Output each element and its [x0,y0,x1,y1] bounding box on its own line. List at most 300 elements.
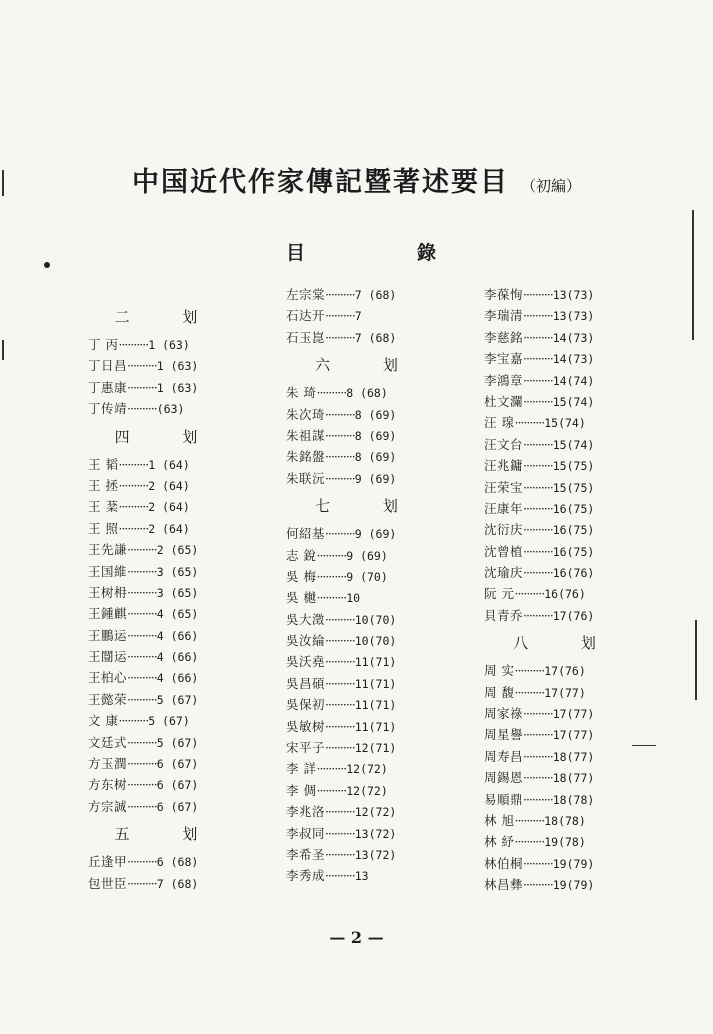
entry-page-ref: 2 (64) [148,521,190,536]
index-column-3 [484,284,649,896]
entry-author-name: 李瑞清 [484,308,524,324]
index-entry [286,844,451,865]
entry-author-name: 丘逢甲 [88,854,128,870]
entry-author-name: 汪荣宝 [484,479,524,495]
index-entry [484,831,649,852]
entry-page-ref: 12(71) [354,741,397,756]
leader-dots: ·········· [325,449,355,465]
leader-dots: ·········· [127,584,157,600]
index-entry [286,801,451,822]
leader-dots: ·········· [316,761,347,777]
entry-page-ref: 7 (68) [354,330,397,345]
leader-dots: ·········· [325,825,355,841]
entry-author-name: 朱 琦 [286,385,317,401]
entry-author-name: 王柏心 [88,670,128,686]
leader-dots: ·········· [127,606,157,622]
scan-edge-mark [695,620,697,700]
leader-dots: ·········· [118,713,149,729]
entry-author-name: 吳昌碩 [286,675,326,691]
leader-dots: ·········· [316,590,347,606]
index-entry [286,758,451,779]
index-entry [484,305,649,326]
entry-page-ref: 13(73) [552,288,595,302]
index-entry [286,468,451,489]
leader-dots: ·········· [127,563,157,579]
index-entry [484,284,649,305]
entry-author-name: 吳 梅 [286,568,317,584]
leader-dots: ·········· [523,770,553,786]
entry-author-name: 王闓运 [88,649,128,665]
entry-page-ref: 12(72) [354,805,397,820]
leader-dots: ·········· [118,499,149,515]
leader-dots: ·········· [514,415,545,431]
leader-dots: ·········· [127,379,157,395]
entry-author-name: 吳保初 [286,697,326,713]
leader-dots: ·········· [127,756,157,772]
entry-page-ref: 9 (69) [346,548,388,563]
index-entry [88,475,248,496]
leader-dots: ·········· [523,287,553,302]
entry-author-name: 沈衍庆 [484,522,524,538]
index-entry [484,370,649,391]
index-entry [286,545,451,566]
entry-author-name: 宋平子 [286,740,326,756]
leader-dots: ·········· [514,586,545,602]
entry-page-ref: 6 (67) [156,757,199,772]
index-entry [88,355,248,376]
scan-edge-mark [2,340,4,360]
index-entry [484,391,649,412]
stroke-count-heading: 八 划 [513,634,620,653]
index-entry [286,673,451,694]
entry-author-name: 王 韬 [88,456,119,472]
index-entry [88,496,248,517]
entry-page-ref: 7 (68) [354,288,397,302]
entry-page-ref: 5 (67) [148,714,190,729]
index-entry [484,583,649,604]
entry-page-ref: 10 [346,591,361,606]
entry-author-name: 方东树 [88,777,128,793]
entry-page-ref: 17(77) [552,707,595,722]
index-entry [88,454,248,475]
leader-dots: ·········· [325,697,355,713]
entry-author-name: 石达开 [286,308,326,324]
leader-dots: ·········· [127,875,157,891]
leader-dots: ·········· [127,401,157,417]
index-entry [484,682,649,703]
entry-page-ref: 14(73) [552,352,595,367]
entry-page-ref: 3 (65) [156,585,199,600]
entry-author-name: 阮 元 [484,586,515,602]
entry-author-name: 李兆洛 [286,804,326,820]
leader-dots: ·········· [325,846,355,862]
entry-page-ref: 18(77) [552,749,595,764]
entry-page-ref: 16(76) [552,566,595,581]
entry-page-ref: 2 (64) [148,478,190,493]
index-entry [286,587,451,608]
entry-page-ref: 16(75) [552,523,595,538]
entry-author-name: 林昌彝 [484,877,524,893]
entry-page-ref: 19(79) [552,856,595,871]
leader-dots: ·········· [523,565,553,581]
stroke-count-heading: 六 划 [315,356,422,375]
entry-page-ref: 8 (68) [346,386,388,401]
entry-page-ref: (63) [156,402,185,417]
entry-author-name: 方宗誠 [88,798,128,814]
index-entry [88,582,248,603]
entry-page-ref: 2 (65) [156,543,199,558]
index-entry [484,724,649,745]
entry-author-name: 方玉潤 [88,756,128,772]
entry-page-ref: 18(78) [544,813,586,828]
leader-dots: ·········· [523,791,553,807]
index-entry [286,327,451,348]
entry-page-ref: 12(72) [346,783,388,798]
entry-page-ref: 14(74) [552,373,595,388]
leader-dots: ·········· [325,287,355,302]
leader-dots: ·········· [316,782,347,798]
stroke-count-heading: 七 划 [315,497,422,516]
leader-dots: ·········· [316,385,347,401]
entry-page-ref: 17(76) [544,664,586,679]
entry-author-name: 王国維 [88,563,128,579]
index-entry [88,539,248,560]
entry-author-name: 王鍾麒 [88,606,128,622]
leader-dots: ·········· [523,500,553,516]
entry-page-ref: 15(74) [544,416,586,431]
entry-author-name: 周星譽 [484,727,524,743]
entry-page-ref: 11(71) [354,719,397,734]
index-entry [88,851,248,872]
entry-author-name: 丁 丙 [88,337,119,352]
entry-author-name: 李希圣 [286,846,326,862]
leader-dots: ·········· [316,547,347,563]
index-entry [286,823,451,844]
entry-author-name: 王 棻 [88,499,119,515]
index-entry [286,523,451,544]
index-column-2 [286,284,451,887]
index-entry [286,566,451,587]
index-entry [88,398,248,419]
leader-dots: ·········· [514,663,545,679]
stroke-count-heading: 四 划 [114,427,222,446]
entry-author-name: 林 紓 [484,834,515,850]
entry-page-ref: 5 (67) [156,735,199,750]
entry-page-ref: 4 (66) [156,650,199,665]
leader-dots: ·········· [127,798,157,814]
title-text: 中国近代作家傳記暨著述要目 [131,167,509,198]
entry-page-ref: 6 (68) [156,855,199,870]
index-entry [286,716,451,737]
index-entry [88,873,248,894]
entry-author-name: 丁传靖 [88,401,128,417]
leader-dots: ·········· [127,854,157,870]
entry-page-ref: 11(71) [354,676,397,691]
entry-author-name: 李叔同 [286,825,326,841]
entry-page-ref: 9 (69) [354,471,397,486]
scan-edge-mark [692,210,694,340]
entry-page-ref: 15(74) [552,394,595,409]
title-edition: （初編） [520,177,581,195]
index-entry [484,810,649,831]
table-of-contents-heading [286,238,436,265]
scan-speck [44,262,50,268]
leader-dots: ·········· [127,670,157,686]
entry-page-ref: 8 (69) [354,407,397,422]
entry-page-ref: 4 (65) [156,607,199,622]
index-entry [286,737,451,758]
leader-dots: ·········· [127,777,157,793]
leader-dots: ·········· [523,458,553,474]
leader-dots: ·········· [523,522,553,538]
index-entry [88,603,248,624]
leader-dots: ·········· [118,337,149,352]
entry-author-name: 吳 樾 [286,590,317,606]
entry-page-ref: 7 [354,309,362,324]
leader-dots: ·········· [127,649,157,665]
entry-author-name: 林 旭 [484,812,515,828]
entry-author-name: 王鵬运 [88,627,128,643]
entry-author-name: 沈曾植 [484,543,524,559]
leader-dots: ·········· [325,868,355,884]
leader-dots: ·········· [127,358,157,374]
entry-author-name: 李 倜 [286,782,317,798]
entry-author-name: 周家祿 [484,706,524,722]
index-entry [88,561,248,582]
entry-page-ref: 8 (69) [354,428,397,443]
leader-dots: ·········· [325,740,355,756]
leader-dots: ·········· [523,329,553,345]
leader-dots: ·········· [127,734,157,750]
index-entry [484,562,649,583]
index-entry [484,434,649,455]
entry-author-name: 李葆恂 [484,287,524,302]
index-entry [484,746,649,767]
leader-dots: ·········· [118,520,149,536]
leader-dots: ·········· [523,706,553,722]
leader-dots: ·········· [325,427,355,443]
page-number: — 2 — [329,928,384,947]
entry-author-name: 汪 瑔 [484,415,515,431]
entry-page-ref: 15(75) [552,459,595,474]
entry-author-name: 石玉崑 [286,329,326,345]
entry-page-ref: 15(74) [552,437,595,452]
index-entry [286,382,451,403]
index-entry [286,305,451,326]
entry-author-name: 朱联沅 [286,470,326,486]
entry-page-ref: 4 (66) [156,671,199,686]
entry-page-ref: 15(75) [552,480,595,495]
entry-page-ref: 14(73) [552,330,595,345]
entry-page-ref: 17(77) [544,685,586,700]
book-title [0,160,713,199]
entry-page-ref: 13(73) [552,309,595,324]
index-entry [286,404,451,425]
index-entry [484,853,649,874]
entry-page-ref: 16(75) [552,544,595,559]
entry-page-ref: 1 (63) [156,359,199,374]
stroke-count-heading: 二 划 [114,308,222,326]
entry-author-name: 周寿昌 [484,748,524,764]
leader-dots: ·········· [523,607,553,623]
index-entry [484,455,649,476]
leader-dots: ·········· [523,877,553,893]
stroke-count-heading: 五 划 [114,825,222,844]
entry-author-name: 周錫恩 [484,770,524,786]
entry-author-name: 吳大澂 [286,611,326,627]
index-entry [286,694,451,715]
entry-page-ref: 8 (69) [354,450,397,465]
leader-dots: ·········· [514,684,545,700]
index-entry [88,689,248,710]
leader-dots: ·········· [514,812,545,828]
entry-page-ref: 1 (63) [156,380,199,395]
leader-dots: ·········· [325,633,355,649]
index-entry [88,753,248,774]
leader-dots: ·········· [325,526,355,542]
entry-author-name: 吳敏树 [286,718,326,734]
entry-author-name: 朱祖謀 [286,427,326,443]
entry-page-ref: 13(72) [354,826,397,841]
entry-page-ref: 18(78) [552,792,595,807]
entry-author-name: 左宗棠 [286,287,326,302]
entry-page-ref: 2 (64) [148,500,190,515]
entry-page-ref: 3 (65) [156,564,199,579]
leader-dots: ·········· [325,611,355,627]
index-entry [286,609,451,630]
entry-page-ref: 4 (66) [156,628,199,643]
entry-author-name: 李宝嘉 [484,351,524,367]
index-entry [88,774,248,795]
entry-author-name: 文 康 [88,713,119,729]
entry-author-name: 丁惠康 [88,379,128,395]
index-entry [286,630,451,651]
index-entry [484,660,649,681]
entry-author-name: 吳汝綸 [286,633,326,649]
index-entry [484,412,649,433]
index-entry [484,789,649,810]
index-entry [484,348,649,369]
index-entry [88,518,248,539]
entry-author-name: 易順鼎 [484,791,524,807]
entry-page-ref: 10(70) [354,634,397,649]
entry-page-ref: 16(75) [552,501,595,516]
index-entry [88,732,248,753]
leader-dots: ·········· [523,436,553,452]
entry-author-name: 吳沃堯 [286,654,326,670]
leader-dots: ·········· [325,406,355,422]
entry-page-ref: 1 (63) [148,338,190,352]
entry-page-ref: 12(72) [346,762,388,777]
entry-author-name: 杜文瀾 [484,393,524,409]
entry-author-name: 朱銘盤 [286,449,326,465]
entry-author-name: 李 詳 [286,761,317,777]
entry-author-name: 林伯桐 [484,855,524,871]
entry-author-name: 王懿荣 [88,691,128,707]
index-column-1 [88,300,248,894]
entry-author-name: 何紹基 [286,526,326,542]
entry-author-name: 周 馥 [484,684,515,700]
index-entry [484,767,649,788]
leader-dots: ·········· [523,727,553,743]
entry-page-ref: 16(76) [544,587,586,602]
index-entry [286,425,451,446]
entry-page-ref: 9 (69) [354,527,397,542]
index-entry [484,605,649,626]
index-entry [484,703,649,724]
entry-page-ref: 7 (68) [156,876,199,891]
entry-author-name: 貝青乔 [484,607,524,623]
scan-edge-mark [2,170,4,196]
leader-dots: ·········· [325,470,355,486]
entry-author-name: 李秀成 [286,868,326,884]
index-entry [88,377,248,398]
entry-author-name: 周 实 [484,663,515,679]
index-entry [88,710,248,731]
entry-page-ref: 6 (67) [156,778,199,793]
leader-dots: ·········· [127,691,157,707]
leader-dots: ·········· [523,372,553,388]
entry-author-name: 汪文台 [484,436,524,452]
leader-dots: ·········· [523,308,553,324]
entry-page-ref: 17(77) [552,728,595,743]
entry-page-ref: 19(79) [552,878,595,893]
entry-page-ref: 18(77) [552,771,595,786]
leader-dots: ·········· [325,718,355,734]
entry-page-ref: 13(72) [354,847,397,862]
heading-right-char: 錄 [416,242,436,264]
entry-page-ref: 10(70) [354,612,397,627]
entry-author-name: 丁日昌 [88,358,128,374]
index-entry [88,796,248,817]
index-entry [484,327,649,348]
entry-page-ref: 11(71) [354,655,397,670]
index-entry [484,541,649,562]
leader-dots: ·········· [127,542,157,558]
entry-author-name: 王树枏 [88,584,128,600]
leader-dots: ·········· [523,748,553,764]
entry-author-name: 王先謙 [88,542,128,558]
index-entry [286,780,451,801]
leader-dots: ·········· [118,456,149,472]
index-entry [286,651,451,672]
index-entry [484,498,649,519]
leader-dots: ·········· [523,351,553,367]
index-entry [484,874,649,895]
entry-author-name: 包世臣 [88,875,128,891]
leader-dots: ·········· [514,834,545,850]
entry-page-ref: 9 (70) [346,569,388,584]
entry-author-name: 王 照 [88,520,119,536]
index-entry [88,667,248,688]
entry-page-ref: 11(71) [354,698,397,713]
index-entry [484,477,649,498]
leader-dots: ·········· [523,393,553,409]
index-entry [484,519,649,540]
index-entry [88,625,248,646]
leader-dots: ·········· [523,479,553,495]
entry-page-ref: 5 (67) [156,692,199,707]
entry-page-ref: 1 (64) [148,457,190,472]
entry-author-name: 王 拯 [88,477,119,493]
entry-author-name: 文廷式 [88,734,128,750]
leader-dots: ·········· [523,855,553,871]
index-entry [286,446,451,467]
entry-author-name: 沈瑜庆 [484,565,524,581]
entry-author-name: 志 銳 [286,547,317,563]
leader-dots: ·········· [118,477,149,493]
index-entry [286,865,451,886]
